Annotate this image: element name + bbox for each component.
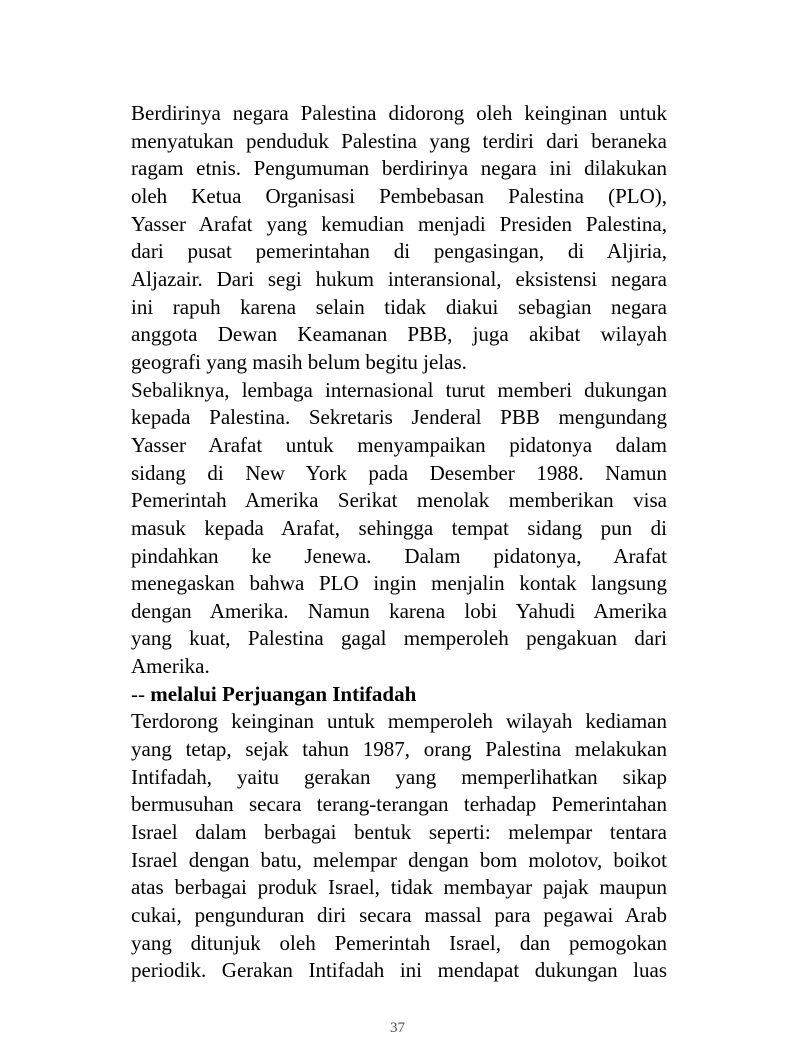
- text-line: cukai, pengunduran diri secara massal para pegawai Arab: [131, 903, 667, 928]
- text-line: Amerika.: [131, 654, 210, 679]
- heading-text: melalui Perjuangan Intifadah: [150, 681, 417, 706]
- text-line: dengan Amerika. Namun karena lobi Yahudi Amerika: [131, 598, 667, 623]
- page-number: 37: [390, 1020, 405, 1036]
- text-line: Israel dengan batu, melempar dengan bom molotov, boikot: [131, 847, 667, 872]
- heading-dash-prefix: --: [131, 681, 151, 706]
- text-line: Berdirinya negara Palestina didorong oleh keinginan untuk: [131, 101, 667, 125]
- text-line: ragam etnis. Pengumuman berdirinya negara ini dilakukan: [131, 156, 667, 181]
- text-line: Sebaliknya, lembaga internasional turut memberi dukungan: [131, 377, 667, 402]
- text-line: menyatukan penduduk Palestina yang terdiri dari beraneka: [131, 128, 667, 153]
- paragraph: [131, 708, 667, 985]
- text-line: bermusuhan secara terang-terangan terhadap Pemerintahan: [131, 792, 667, 817]
- text-line: yang kuat, Palestina gagal memperoleh pengakuan dari: [131, 626, 667, 651]
- text-block: [131, 100, 667, 985]
- section-heading: [131, 681, 667, 709]
- paragraph: [131, 377, 667, 681]
- text-line: ini rapuh karena selain tidak diakui sebagian negara: [131, 294, 667, 319]
- text-line: periodik. Gerakan Intifadah ini mendapat dukungan luas: [131, 958, 667, 983]
- text-line: oleh Ketua Organisasi Pembebasan Palestina (PLO),: [131, 183, 667, 208]
- text-line: yang ditunjuk oleh Pemerintah Israel, dan pemogokan: [131, 930, 667, 955]
- text-line: dari pusat pemerintahan di pengasingan, di Aljiria,: [131, 239, 667, 264]
- text-line: kepada Palestina. Sekretaris Jenderal PBB mengundang: [131, 405, 667, 430]
- text-line: menegaskan bahwa PLO ingin menjalin kontak langsung: [131, 571, 667, 596]
- text-line: masuk kepada Arafat, sehingga tempat sidang pun di: [131, 515, 667, 540]
- text-line: [131, 681, 667, 709]
- paragraph: [131, 100, 667, 377]
- text-line: yang tetap, sejak tahun 1987, orang Palestina melakukan: [131, 737, 667, 762]
- text-line: Israel dalam berbagai bentuk seperti: melempar tentara: [131, 820, 667, 845]
- text-line: pindahkan ke Jenewa. Dalam pidatonya, Arafat: [131, 543, 667, 568]
- text-line: anggota Dewan Keamanan PBB, juga akibat wilayah: [131, 322, 667, 347]
- text-line: atas berbagai produk Israel, tidak membayar pajak maupun: [131, 875, 667, 900]
- text-line: Terdorong keinginan untuk memperoleh wilayah kediaman: [131, 709, 667, 734]
- text-line: geografi yang masih belum begitu jelas.: [131, 349, 467, 374]
- text-line: sidang di New York pada Desember 1988. Namun: [131, 460, 667, 485]
- text-line: Yasser Arafat yang kemudian menjadi Presiden Palestina,: [131, 211, 667, 236]
- text-line: Aljazair. Dari segi hukum interansional, eksistensi negara: [131, 266, 667, 291]
- text-line: Intifadah, yaitu gerakan yang memperlihatkan sikap: [131, 764, 667, 789]
- text-line: Yasser Arafat untuk menyampaikan pidatonya dalam: [131, 432, 667, 457]
- text-line: Pemerintah Amerika Serikat menolak memberikan visa: [131, 488, 667, 513]
